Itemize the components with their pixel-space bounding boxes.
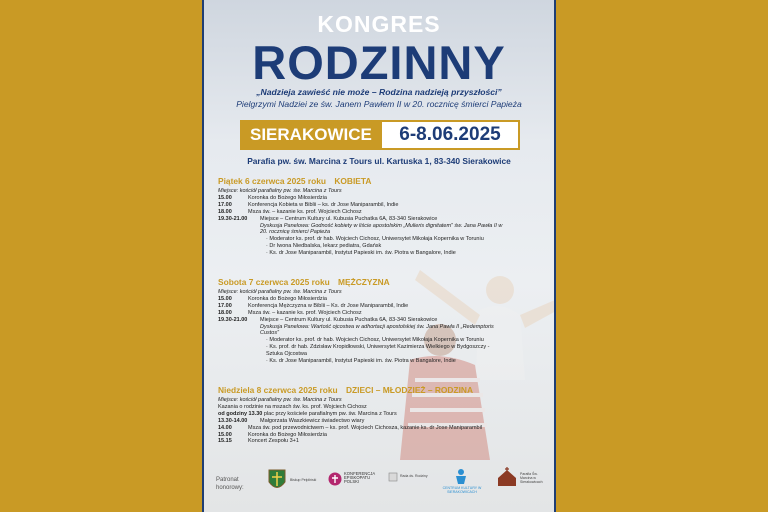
day2-item: 18.00 Msza św. – kazanie ks. prof. Wojciech Cichosz bbox=[218, 309, 362, 316]
day2-panelist: · Ks. prof. dr hab. Zdzisław Kropidłowski, Uniwersytet Kazimierza Wielkiego w Bydgoszczy - Sztuka Ojcostwa bbox=[266, 344, 490, 358]
kongres-title: KONGRES bbox=[317, 11, 441, 37]
motto: „Nadzieja zawieść nie może – Rodzina nadzieją przyszłości” bbox=[256, 87, 502, 97]
day1-item: 18.00 Msza św. – kazanie ks. prof. Wojciech Cichosz bbox=[218, 208, 362, 215]
day2-heading bbox=[218, 277, 548, 288]
patrons-row bbox=[214, 466, 548, 508]
day3-item: 15.00 Koronka do Bożego Miłosierdzia bbox=[218, 431, 327, 438]
subtitle: Pielgrzymi Nadziei ze św. Janem Pawłem II w 20. rocznicę śmierci Papieża bbox=[236, 99, 522, 109]
banner-city: SIERAKOWICE bbox=[250, 125, 372, 144]
banner-date: 6-8.06.2025 bbox=[382, 122, 518, 148]
logo3-caption: Rada ds. Rodziny bbox=[400, 474, 428, 478]
logo1-caption: Biskup Pelpliński bbox=[290, 478, 317, 482]
day1-panelist: · Dr Iwona Niedbalska, lekarz pediatra, Gdańsk bbox=[266, 243, 382, 250]
day1-date: Piątek 6 czerwca 2025 roku bbox=[218, 176, 327, 186]
day1-tag: KOBIETA bbox=[334, 176, 372, 186]
day3-note: Kazania o rodzinie na mszach św. ks. prof. Wojciech Cichosz bbox=[218, 403, 367, 410]
day1-place: Miejsce: kościół parafialny pw. św. Marcina z Tours bbox=[218, 188, 342, 194]
logo2-caption: KONFERENCJA EPISKOPATU POLSKI bbox=[344, 471, 375, 484]
day1-panel: Dyskusja Panelowa: Godność kobiety w liście apostolskim „Mulieris dignitatem” św. Jana Pawła II w 20. rocznicę śmierci Papieża bbox=[260, 222, 503, 236]
day2-item: 15.00 Koronka do Bożego Miłosierdzia bbox=[218, 295, 327, 302]
day3-item: 15.15 Koncert Zespołu 3+1 bbox=[218, 438, 299, 445]
day3-place: Miejsce: kościół parafialny pw. św. Marcina z Tours bbox=[218, 397, 342, 403]
day3-date: Niedziela 8 czerwca 2025 roku bbox=[218, 385, 338, 395]
day1-panelist: · Ks. dr Jose Maniparambil, Instytut Papieski im. św. Piotra w Bangalore, Indie bbox=[266, 250, 456, 257]
patrons-label: Patronat honorowy: bbox=[216, 477, 244, 491]
poster bbox=[202, 0, 556, 512]
bishop-coat-of-arms-icon bbox=[266, 466, 288, 494]
day2-section bbox=[218, 277, 548, 365]
day2-item: 17.00 Konferencja Mężczyzna w Biblii – Ks. dr Jose Maniparambil, Indie bbox=[218, 302, 409, 309]
logo4-caption: CENTRUM KULTURY W SIERAKOWICACH bbox=[442, 486, 482, 494]
parish-church-icon bbox=[496, 466, 518, 488]
crest-icon bbox=[388, 472, 398, 482]
day2-panelist: · Ks. dr Jose Maniparambil, Instytut Papieski im. św. Piotra w Bangalore, Indie bbox=[266, 358, 456, 365]
episcopate-logo-icon bbox=[328, 472, 342, 486]
rodzinny-title: RODZINNY bbox=[252, 36, 506, 89]
day3-heading bbox=[218, 385, 548, 396]
day2-tag: MĘŻCZYZNA bbox=[338, 277, 390, 287]
date-banner bbox=[240, 120, 520, 150]
day2-panel: Dyskusja Panelowa: Wartość ojcostwa w adhortacji apostolskiej św. Jana Pawła II „Redemptoris Custos” bbox=[260, 323, 494, 337]
day3-note2: od godziny 13.30 plac przy kościele parafialnym pw. św. Marcina z Tours bbox=[218, 410, 397, 417]
day3-item: 13.30-14.00 Małgorzata Waszkiewicz świadectwo wiary bbox=[218, 417, 365, 424]
day1-panelist: · Moderator ks. prof. dr hab. Wojciech Cichosz, Uniwersytet Mikołaja Kopernika w Toruniu bbox=[266, 236, 484, 243]
day1-section bbox=[218, 176, 548, 257]
day3-item: 14.00 Msza św. pod przewodnictwem – ks. prof. Wojciech Cichosza, kazanie ks. dr Jose Maniparambil bbox=[218, 424, 483, 431]
day2-panelist: · Moderator ks. prof. dr hab. Wojciech Cichosz, Uniwersytet Mikołaja Kopernika w Toruniu bbox=[266, 337, 484, 344]
culture-center-logo-icon bbox=[454, 468, 468, 484]
day3-section bbox=[218, 385, 548, 445]
logo5-caption: Parafia Św. Marcina w Sierakowicach bbox=[520, 472, 543, 484]
day1-evening: 19.30-21.00 Miejsce – Centrum Kultury ul. Kubusia Puchatka 6A, 83-340 Sierakowice bbox=[218, 215, 438, 222]
address: Parafia pw. św. Marcina z Tours ul. Kartuska 1, 83-340 Sierakowice bbox=[247, 156, 511, 166]
day2-place: Miejsce: kościół parafialny pw. św. Marcina z Tours bbox=[218, 289, 342, 295]
day3-tag: DZIECI – MŁODZIEŻ – RODZINA bbox=[345, 385, 474, 395]
day1-item: 15.00 Koronka do Bożego Miłosierdzia bbox=[218, 194, 327, 201]
day1-item: 17.00 Konferencja Kobieta w Biblii – ks. dr Jose Maniparambil, Indie bbox=[218, 201, 399, 208]
day2-date: Sobota 7 czerwca 2025 roku bbox=[218, 277, 330, 287]
day2-evening: 19.30-21.00 Miejsce – Centrum Kultury ul. Kubusia Puchatka 6A, 83-340 Sierakowice bbox=[218, 316, 438, 323]
day1-heading bbox=[218, 176, 548, 187]
